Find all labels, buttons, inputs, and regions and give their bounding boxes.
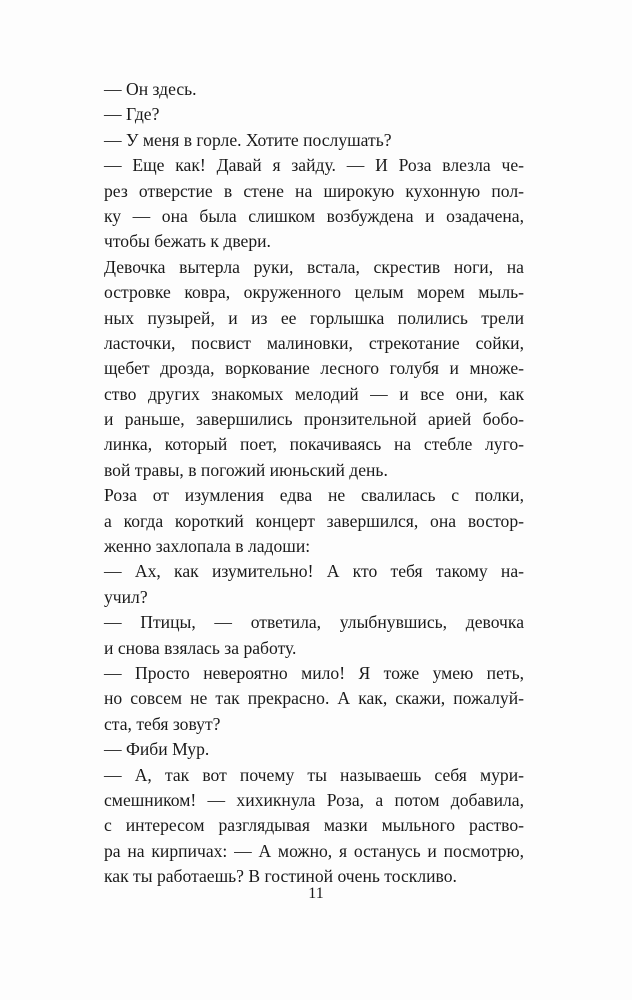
text-line: — Птицы, — ответила, улыбнувшись, девочка: [104, 612, 524, 633]
text-line: и раньше, завершились пронзительной арией бобо-: [104, 409, 524, 430]
text-line: ра на кирпичах: — А можно, я останусь и посмотрю,: [104, 840, 524, 861]
text-line: а когда короткий концерт завершился, она востор-: [104, 510, 524, 531]
text-line: щебет дрозда, воркование лесного голубя и множе-: [104, 358, 524, 379]
text-line: островке ковра, окруженного целым морем мыль-: [104, 282, 524, 303]
body-text: [104, 77, 524, 890]
text-line: — У меня в горле. Хотите послушать?: [104, 129, 392, 150]
text-line: вой травы, в погожий июньский день.: [104, 459, 388, 480]
page-number: 11: [308, 885, 324, 902]
text-line: Роза от изумления едва не свалилась с полки,: [104, 485, 524, 506]
text-line: — А, так вот почему ты называешь себя мури-: [104, 764, 524, 785]
text-line: ста, тебя зовут?: [104, 713, 221, 734]
text-line: и снова взялась за работу.: [104, 637, 297, 658]
text-line: — Еще как! Давай я зайду. — И Роза влезла че-: [104, 155, 524, 176]
text-line: как ты работаешь? В гостиной очень тоскливо.: [104, 866, 457, 887]
text-line: — Ах, как изумительно! А кто тебя такому на-: [104, 561, 524, 582]
text-line: смешником! — хихикнула Роза, а потом добавила,: [104, 789, 524, 810]
text-line: — Он здесь.: [104, 79, 197, 99]
text-line: — Фиби Мур.: [104, 739, 210, 760]
text-line: — Просто невероятно мило! Я тоже умею петь,: [104, 662, 524, 683]
text-line: ку — она была слишком возбуждена и озадачена,: [104, 205, 524, 226]
text-line: с интересом разглядывая мазки мыльного раство-: [104, 815, 524, 836]
text-line: но совсем не так прекрасно. А как, скажи, пожалуй-: [104, 688, 524, 709]
text-line: чтобы бежать к двери.: [104, 231, 271, 252]
text-line: женно захлопала в ладоши:: [104, 536, 311, 557]
text-line: ласточки, посвист малиновки, стрекотание сойки,: [104, 332, 524, 353]
text-line: ных пузырей, и из ее горлышка полились трели: [104, 307, 524, 328]
text-line: линка, который поет, покачиваясь на стебле луго-: [104, 434, 524, 455]
text-line: — Где?: [104, 104, 160, 125]
text-line: Девочка вытерла руки, встала, скрестив ноги, на: [104, 256, 524, 277]
text-line: учил?: [104, 586, 148, 607]
text-line: ство других знакомых мелодий — и все они, как: [104, 383, 524, 404]
text-line: рез отверстие в стене на широкую кухонную пол-: [104, 180, 524, 201]
